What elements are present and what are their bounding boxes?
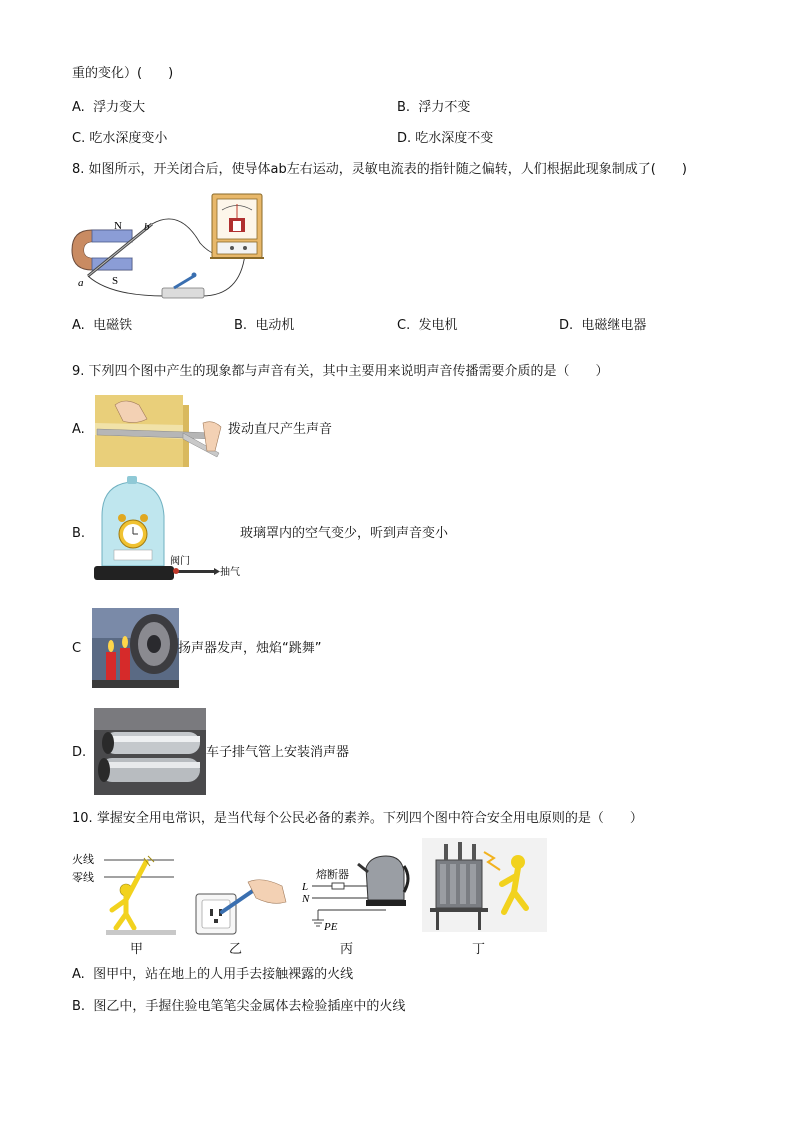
q10-option-b: B. 图乙中，手握住验电笔笔尖金属体去检验插座中的火线: [72, 999, 406, 1014]
conductor-b-label: b: [144, 221, 150, 233]
generator-circuit-figure: [70, 188, 270, 308]
caption-bing: 丙: [340, 942, 354, 957]
conductor-a-label: a: [78, 277, 84, 289]
speaker-candle-photo: [92, 608, 179, 688]
magnet-n-label: N: [114, 220, 122, 232]
exhaust-muffler-photo: [94, 708, 206, 795]
q9-option-d-label: D.: [72, 745, 87, 760]
q8-option-c: C. 发电机: [397, 318, 458, 333]
q10-option-a: A. 图甲中，站在地上的人用手去接触裸露的火线: [72, 967, 354, 982]
figure-yi-test-pen-socket: [192, 876, 288, 936]
q9-option-c-label: C: [72, 641, 82, 656]
n-label: N: [302, 893, 310, 905]
pump-label: 抽气: [220, 567, 240, 578]
fuse-label: 熔断器: [316, 868, 349, 881]
caption-yi: 乙: [229, 942, 243, 957]
q9-stem: 9. 下列四个图中产生的现象都与声音有关，其中主要用来说明声音传播需要介质的是（ ）: [72, 364, 609, 379]
q9-option-c-text: 扬声器发声，烛焰“跳舞”: [178, 641, 322, 656]
magnet-s-label: S: [112, 275, 119, 287]
q8-option-d: D. 电磁继电器: [559, 318, 647, 333]
q8-option-b: B. 电动机: [234, 318, 295, 333]
q10-stem: 10. 掌握安全用电常识，是当代每个公民必备的素养。下列四个图中符合安全用电原则的是（ ）: [72, 811, 643, 826]
q9-option-a-label: A.: [72, 422, 85, 437]
q8-stem: 8. 如图所示，开关闭合后，使导体ab左右运动，灵敏电流表的指针随之偏转，人们根据此现象制成了( ): [72, 162, 687, 177]
neutral-wire-label: 零线: [72, 871, 94, 884]
bell-jar-vacuum-figure: [92, 476, 242, 588]
q7-option-c: C. 吃水深度变小: [72, 131, 168, 146]
q9-option-b-label: B.: [72, 526, 86, 541]
ruler-pluck-photo: [95, 395, 227, 467]
q8-option-a: A. 电磁铁: [72, 318, 133, 333]
q9-option-b-text: 玻璃罩内的空气变少，听到声音变小: [240, 526, 449, 541]
q7-stem-tail: 重的变化）( ): [72, 66, 174, 81]
figure-ding-near-transformer: [422, 838, 547, 932]
l-label: L: [302, 881, 309, 893]
q9-option-a-text: 拨动直尺产生声音: [228, 422, 333, 437]
caption-jia: 甲: [130, 942, 144, 957]
figure-bing-kettle-ground: [300, 850, 412, 936]
figure-jia-touching-live-wire: [70, 848, 180, 936]
pe-label: PE: [324, 921, 338, 933]
q7-option-d: D. 吃水深度不变: [397, 131, 494, 146]
q7-option-a: A. 浮力变大: [72, 100, 146, 115]
q9-option-d-text: 车子排气管上安装消声器: [206, 745, 350, 760]
caption-ding: 丁: [472, 942, 486, 957]
q7-option-b: B. 浮力不变: [397, 100, 471, 115]
valve-label: 阀门: [170, 556, 190, 567]
live-wire-label: 火线: [72, 853, 94, 866]
